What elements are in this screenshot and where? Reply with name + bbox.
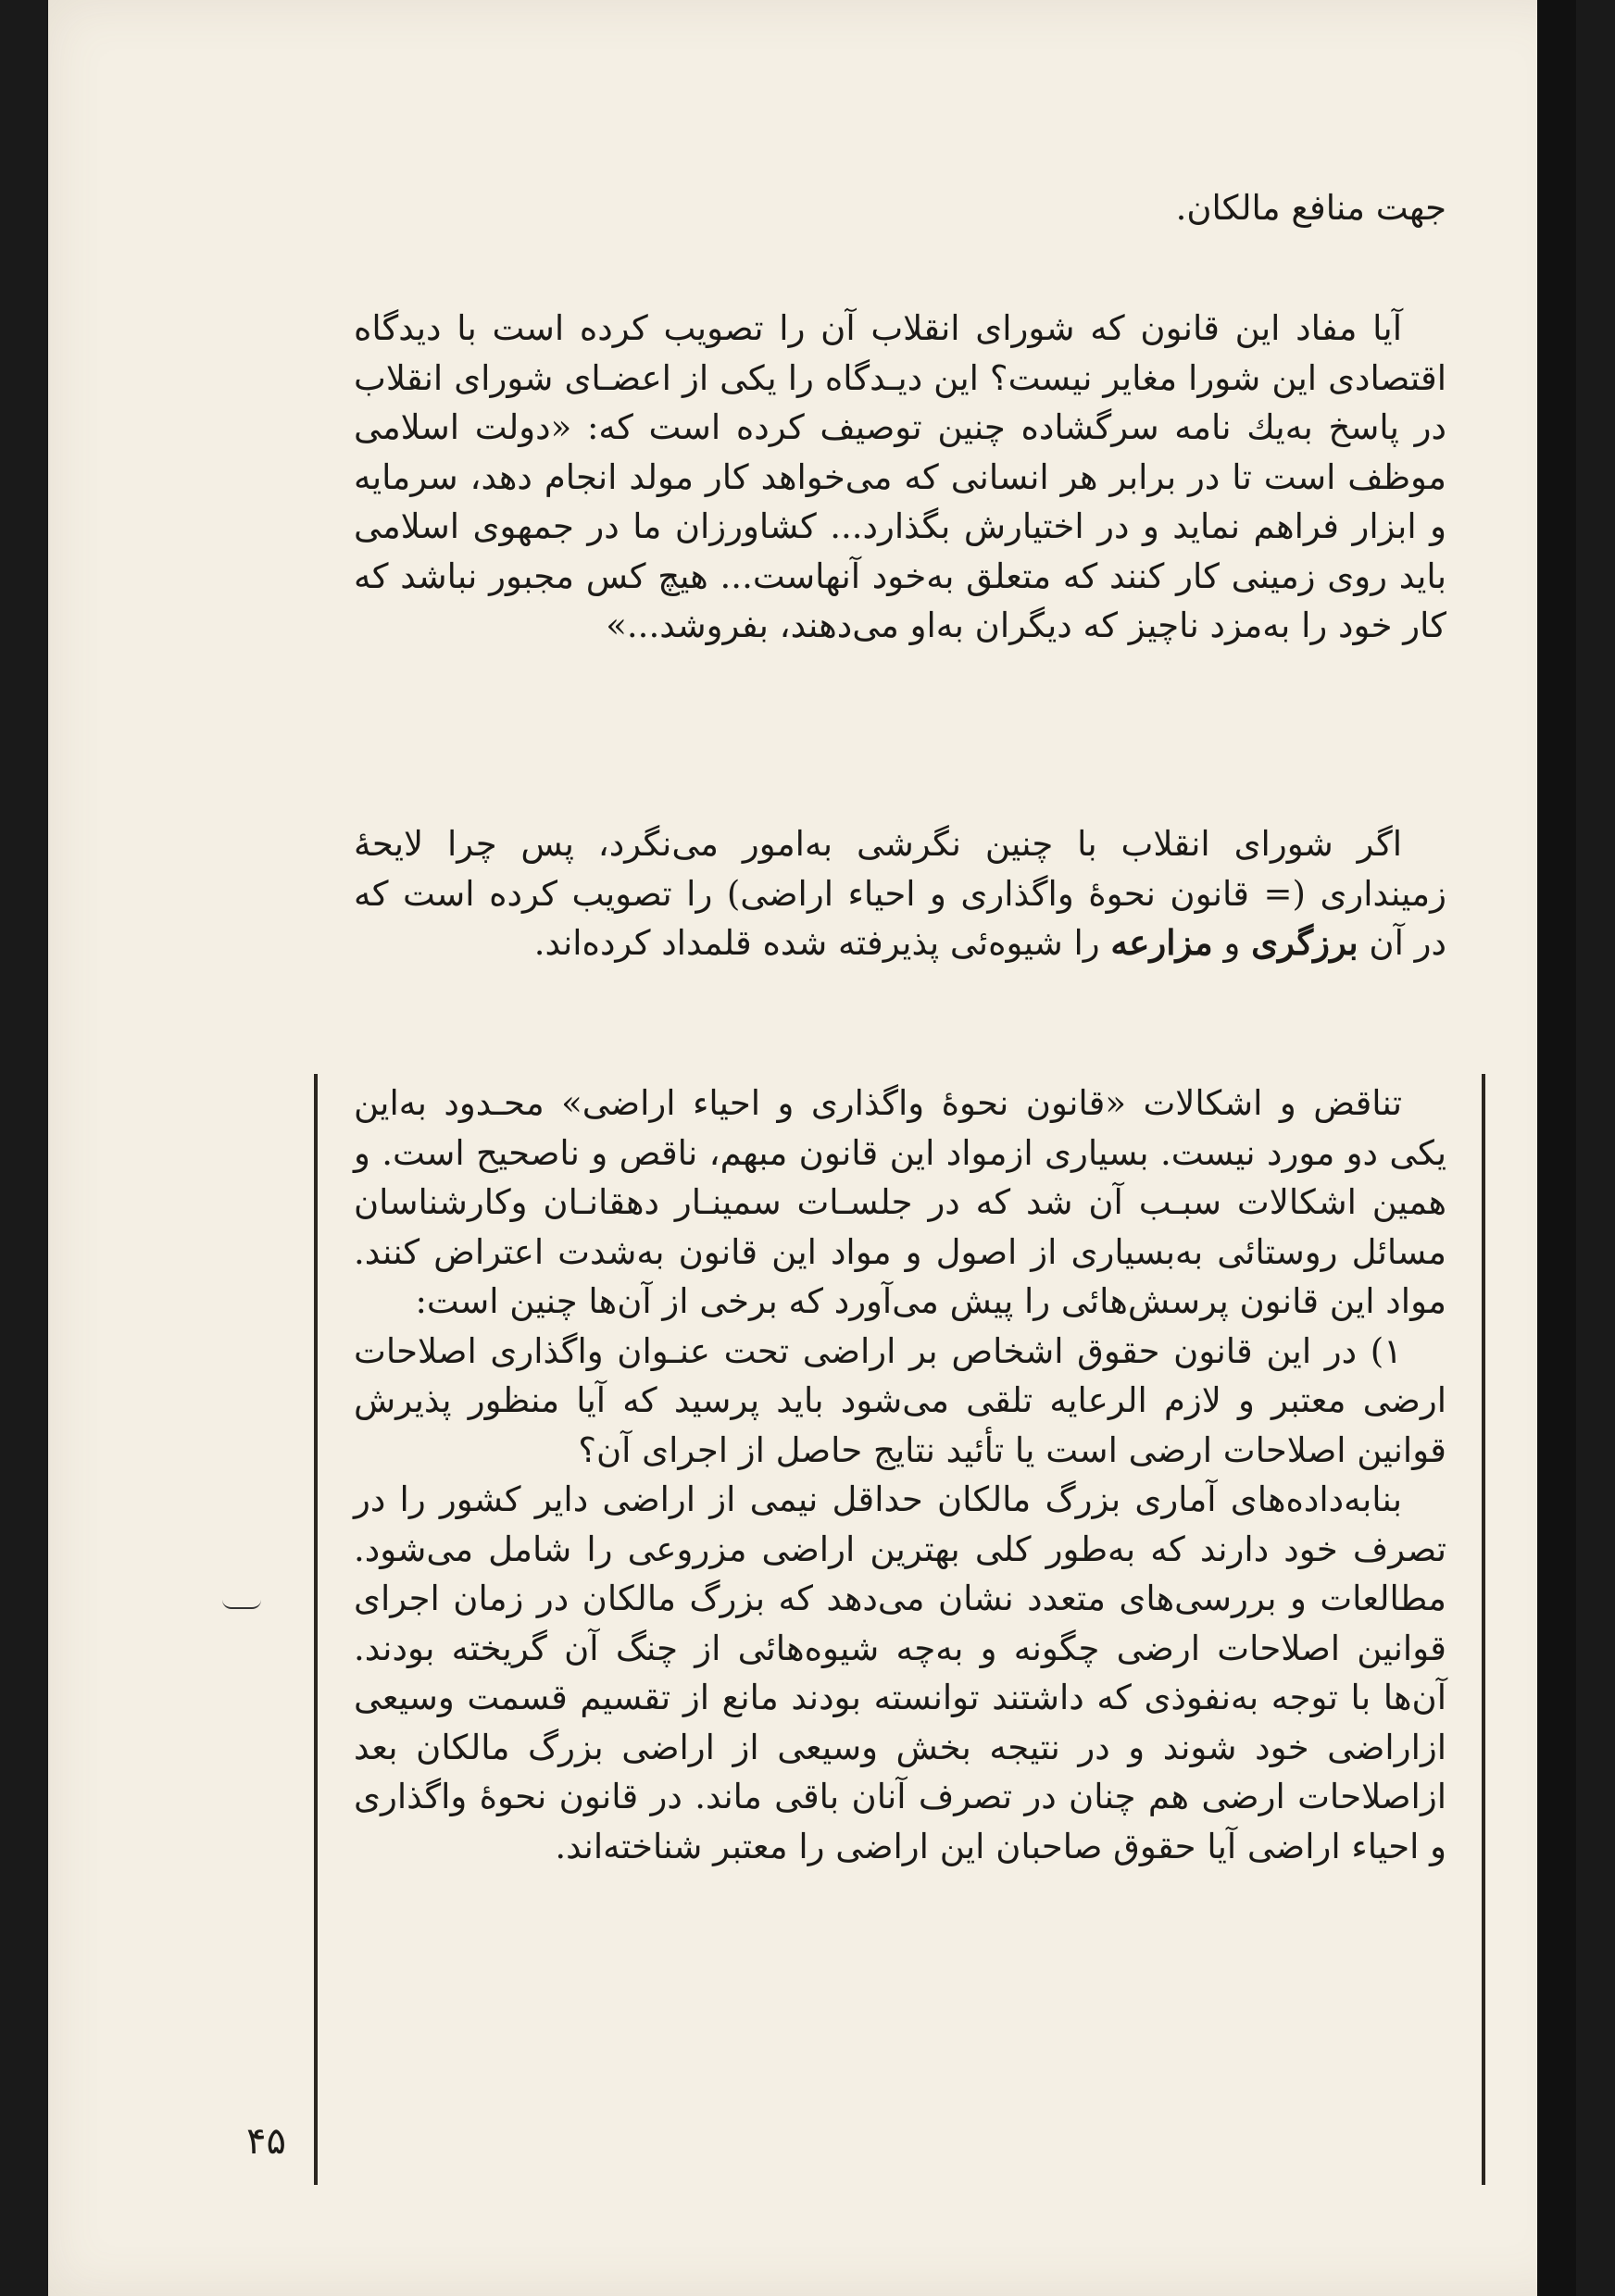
carryover-text: جهت منافع مالکان. — [1175, 188, 1446, 228]
box-rule-left — [314, 1074, 318, 2185]
carryover-line — [354, 183, 1446, 233]
box-paragraph-2: ۱) در این قانون حقوق اشخاص بر اراضی تحت عنـوان واگذاری اصلاحات ارضی معتبر و لازم الرعایه تلقی می‌شود باید پرسید که آیا منظور پذیرش قوانین اصلاحات ارضی است یا تأئید نتایج حاصل از اجرای آن؟ — [354, 1330, 1446, 1470]
paragraph-1 — [354, 304, 1446, 651]
box-paragraph-3: بنابه‌داده‌های آماری بزرگ مالکان حداقل نیمی از اراضی دایر کشور را در تصرف خود دارند که به‌طور کلی بهترین اراضی مزروعی را شامل می‌شود. مطالعات و بررسی‌های متعدد نشان می‌دهد که بزرگ مالکان در زمان اجرای قوانین اصلاحات ارضی چگونه و به‌چه شیوه‌هائی از چنگ آن گریخته بودند. آن‌ها با توجه به‌نفوذی که داشتند توانسته بودند مانع از تقسیم قسمت وسیعی ازاراضی خود شوند و در نتیجه بخش وسیعی از اراضی بزرگ مالکان بعد ازاصلاحات ارضی هم چنان در تصرف آنان باقی ماند. در قانون نحوهٔ واگذاری و احیاء اراضی آیا حقوق صاحبان این اراضی را معتبر شناخته‌اند. — [354, 1479, 1446, 1866]
paragraph-2-conjunction: و — [1212, 923, 1252, 963]
paragraph-2-end: را شیوه‌ئی پذیرفته شده قلمداد کرده‌اند. — [533, 923, 1111, 963]
paragraph-2-text — [354, 819, 1446, 968]
term-barzegari: برزگری — [1251, 922, 1358, 963]
box-rule-right — [1482, 1074, 1485, 2185]
paragraph-2 — [354, 819, 1446, 968]
book-page — [48, 0, 1576, 2296]
boxed-section — [354, 1079, 1446, 1871]
paragraph-1-text: آیا مفاد این قانون که شورای انقلاب آن را تصویب کرده است با دیدگاه اقتصادی این شورا مغایر نیست؟ این دیـدگاه را یکی از اعضـای شورای انقلاب در پاسخ به‌یك نامه سرگشاده چنین توصیف کرده است که: «دولت اسلامی موظف است تا در برابر هر انسانی که می‌خواهد کار مولد انجام دهد، سرمایه و ابزار فراهم نماید و در اختیارش بگذارد... کشاورزان ما در جمهوی اسلامی باید روی زمینی کار کنند که متعلق به‌خود آنهاست... هیچ کس مجبور نباشد که کار خود را به‌مزد ناچیز که دیگران به‌او می‌دهند، بفروشد...» — [354, 308, 1446, 645]
box-paragraph-1: تناقض و اشکالات «قانون نحوهٔ واگذاری و احیاء اراضی» محـدود به‌این یکی دو مورد نیست. بسیاری ازمواد این قانون مبهم، ناقص و ناصحیح است. و همین اشکالات سبـب آن شد که در جلسـات سمینـار دهقانـان وکارشناسان مسائل روستائی به‌بسیاری از اصول و مواد این قانون به‌شدت اعتراض کنند. مواد این قانون پرسش‌هائی را پیش می‌آورد که برخی از آن‌ها چنین است: — [354, 1083, 1446, 1321]
term-mozaree: مزارعه — [1110, 922, 1213, 963]
page-edge-shadow — [1537, 0, 1576, 2296]
paragraph-2-start: اگر شورای انقلاب با چنین نگرشی به‌امور می‌نگرد، پس چرا لایحهٔ زمینداری (= قانون نحوهٔ واگذاری و احیاء اراضی) را تصویب کرده است که در آن — [354, 824, 1446, 963]
margin-pencil-mark — [222, 1600, 261, 1609]
page-number: ۴۵ — [246, 2120, 286, 2163]
